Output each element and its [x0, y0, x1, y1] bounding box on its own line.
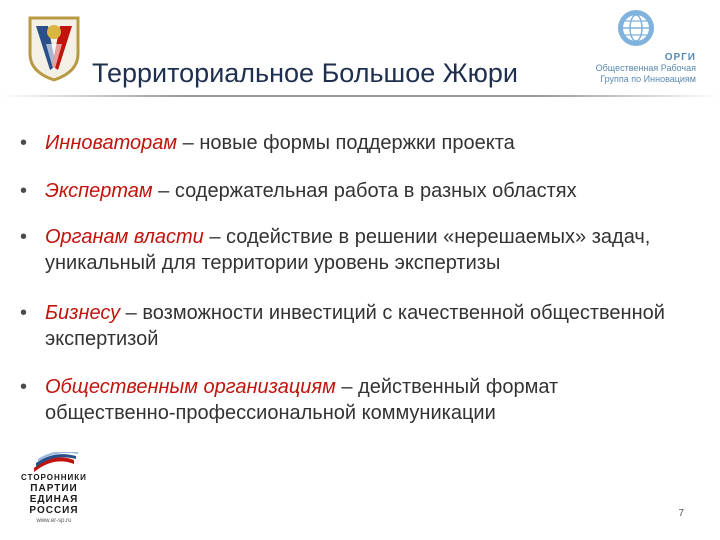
bullet-emphasis: Общественным организациям	[45, 376, 336, 398]
bullet-body: – возможности инвестиций с качественной общественной экспертизой	[45, 302, 665, 350]
party-logo-line4: РОССИЯ	[29, 505, 79, 516]
bullet-text	[45, 178, 680, 204]
party-logo-url: www.er-sp.ru	[36, 518, 72, 524]
orgi-logo-line2: Группа по Инновациям	[600, 74, 696, 84]
flag-wave-icon	[14, 452, 94, 472]
header-divider	[0, 95, 720, 97]
page-number: 7	[678, 508, 684, 519]
party-logo-text	[14, 472, 94, 516]
bullet-marker: •	[20, 226, 28, 248]
bullet-text	[45, 130, 680, 156]
bullet-marker: •	[20, 132, 28, 154]
party-logo-line1: СТОРОННИКИ	[21, 473, 87, 482]
orgi-logo-title: ОРГИ	[664, 52, 696, 63]
bullet-marker: •	[20, 180, 28, 202]
bullet-body: – содержательная работа в разных областях	[152, 180, 577, 202]
bullet-body: – новые формы поддержки проекта	[177, 132, 515, 154]
emblem-shield-icon	[26, 14, 82, 82]
orgi-logo-text	[566, 52, 696, 85]
party-logo	[14, 452, 94, 526]
bullet-emphasis: Экспертам	[45, 180, 153, 202]
bullet-emphasis: Инноваторам	[45, 132, 178, 154]
bullet-body: – содействие в решении «нерешаемых» задач, уникальный для территории уровень экспертизы	[45, 226, 651, 274]
orgi-logo	[566, 8, 702, 88]
bullet-text	[45, 374, 680, 426]
bullet-emphasis: Бизнесу	[45, 302, 121, 324]
bullet-text	[45, 300, 680, 352]
orgi-logo-line1: Общественная Рабочая	[595, 63, 696, 73]
party-logo-line3: ЕДИНАЯ	[29, 494, 79, 505]
bullet-emphasis: Органам власти	[45, 226, 204, 248]
bullet-body: – действенный формат общественно-профессиональной коммуникации	[45, 376, 559, 424]
globe-icon	[616, 8, 656, 48]
slide-title: Территориальное Большое Жюри	[92, 58, 519, 88]
bullet-marker: •	[20, 302, 28, 324]
bullet-marker: •	[20, 376, 28, 398]
emblem-logo	[26, 14, 82, 82]
bullet-text	[45, 224, 680, 276]
party-logo-line2: ПАРТИИ	[30, 483, 78, 494]
